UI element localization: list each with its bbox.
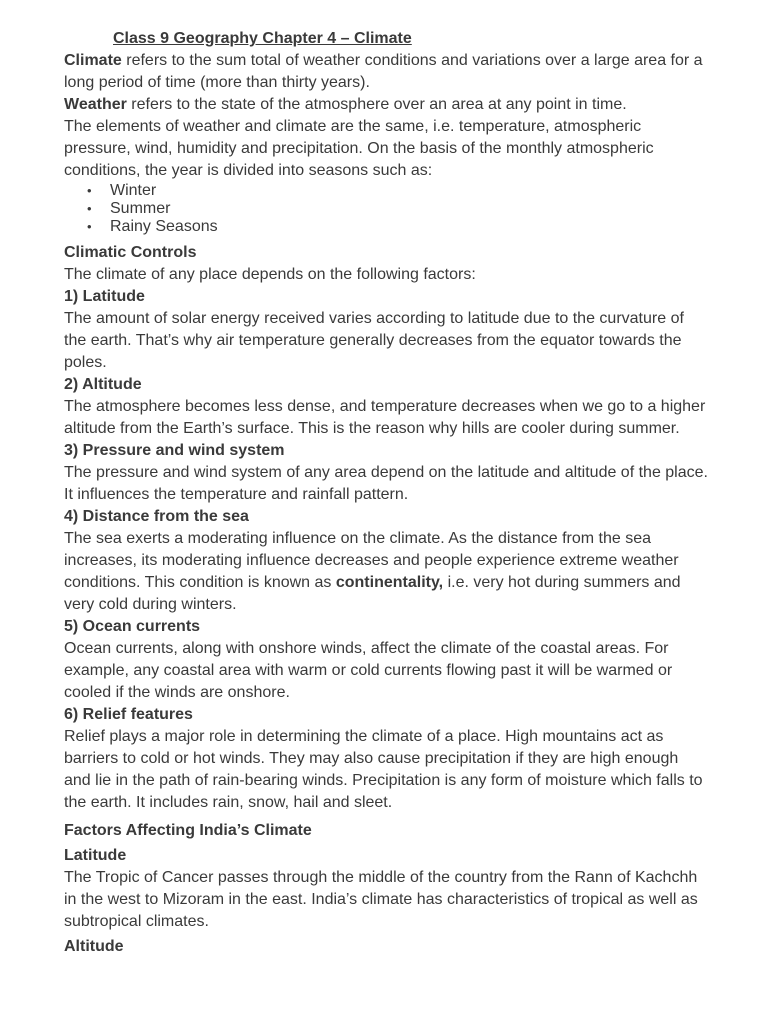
bullet-icon: • (87, 201, 92, 216)
climate-definition (64, 50, 708, 94)
climatic-controls-heading: Climatic Controls (64, 244, 197, 261)
list-item (87, 218, 708, 236)
season-label: Rainy Seasons (110, 218, 218, 235)
ocean-currents-text: Ocean currents, along with onshore winds, affect the climate of the coastal areas. For example, any coastal area with warm or cold currents flowing past it will be warmed or cooled if the winds are onshore. (64, 640, 673, 701)
ocean-currents-heading: 5) Ocean currents (64, 618, 201, 635)
bullet-icon: • (87, 183, 92, 198)
list-item (87, 182, 708, 200)
climatic-controls-intro: The climate of any place depends on the following factors: (64, 266, 476, 283)
weather-definition (64, 94, 708, 116)
seasons-list (64, 182, 708, 236)
altitude-text: The atmosphere becomes less dense, and temperature decreases when we go to a higher altitude from the Earth’s surface. This is the reason why hills are cooler during summer. (64, 398, 706, 437)
india-altitude-heading: Altitude (64, 938, 124, 955)
climate-term: Climate (64, 52, 122, 69)
distance-sea-text-before: The sea exerts a moderating influence on the climate. As the distance from the sea increases, its moderating influence decreases and people experience extreme weather conditions. This condition is known as (64, 530, 679, 591)
relief-features-text: Relief plays a major role in determining the climate of a place. High mountains act as barriers to cold or hot winds. They may also cause precipitation if they are high enough and lie in the path of rain-bearing winds. Precipitation is any form of moisture which falls to the earth. It includes rain, snow, hail and sleet. (64, 728, 703, 811)
india-latitude-heading: Latitude (64, 847, 127, 864)
weather-term: Weather (64, 96, 127, 113)
elements-paragraph: The elements of weather and climate are the same, i.e. temperature, atmospheric pressure, wind, humidity and precipitation. On the basis of the monthly atmospheric conditions, the year is divided into seasons such as: (64, 118, 654, 179)
distance-sea-heading: 4) Distance from the sea (64, 508, 249, 525)
climate-definition-text: refers to the sum total of weather conditions and variations over a large area for a long period of time (more than thirty years). (64, 52, 703, 91)
season-label: Summer (110, 200, 171, 217)
altitude-heading: 2) Altitude (64, 376, 142, 393)
pressure-wind-text: The pressure and wind system of any area depend on the latitude and altitude of the place. It influences the temperature and rainfall pattern. (64, 464, 708, 503)
page-title: Class 9 Geography Chapter 4 – Climate (113, 30, 412, 47)
latitude-text: The amount of solar energy received varies according to latitude due to the curvature of the earth. That’s why air temperature generally decreases from the equator towards the poles. (64, 310, 684, 371)
pressure-wind-heading: 3) Pressure and wind system (64, 442, 285, 459)
latitude-heading: 1) Latitude (64, 288, 145, 305)
relief-features-heading: 6) Relief features (64, 706, 193, 723)
list-item (87, 200, 708, 218)
distance-sea-text (64, 528, 708, 616)
bullet-icon: • (87, 219, 92, 234)
india-latitude-text: The Tropic of Cancer passes through the middle of the country from the Rann of Kachchh in the west to Mizoram in the east. India’s climate has characteristics of tropical as well as subtropical climates. (64, 869, 698, 930)
india-factors-heading: Factors Affecting India’s Climate (64, 822, 312, 839)
season-label: Winter (110, 182, 157, 199)
continentality-term: continentality, (335, 574, 444, 591)
distance-sea-text-after: i.e. very hot during summers and very cold during winters. (64, 574, 681, 613)
weather-definition-text: refers to the state of the atmosphere over an area at any point in time. (126, 96, 627, 113)
